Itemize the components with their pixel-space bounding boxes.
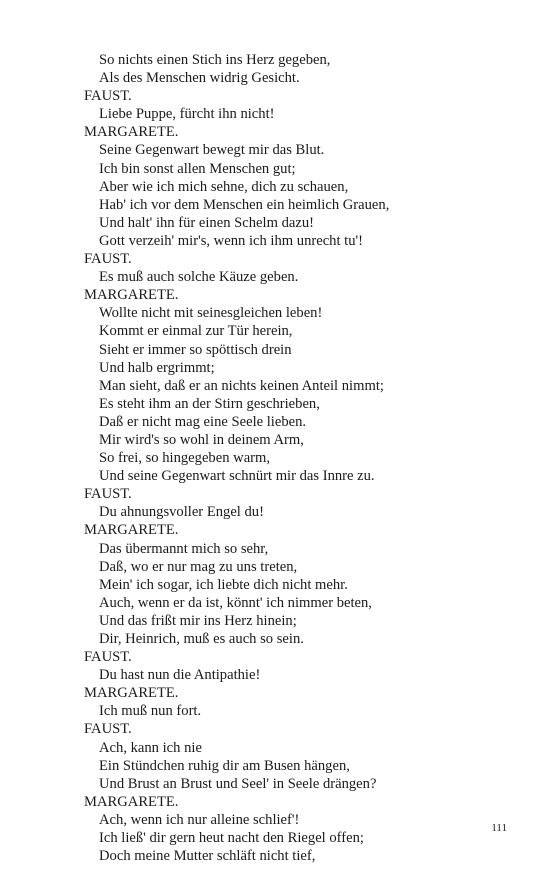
verse-line: Aber wie ich mich sehne, dich zu schauen, [99, 178, 349, 195]
verse-line: Ich ließ' dir gern heut nacht den Riegel offen; [99, 830, 364, 847]
verse-line: Und seine Gegenwart schnürt mir das Innre zu. [99, 468, 375, 485]
page-number: 111 [491, 822, 507, 834]
verse-line: Und Brust an Brust und Seel' in Seele drängen? [99, 775, 377, 792]
play-text [84, 51, 524, 865]
verse-line: Und das frißt mir ins Herz hinein; [99, 612, 297, 629]
speaker-name: FAUST. [84, 251, 132, 268]
verse-line: Das übermannt mich so sehr, [99, 540, 269, 557]
verse-line: Mein' ich sogar, ich liebte dich nicht mehr. [99, 576, 348, 593]
speaker-name: MARGARETE. [84, 287, 179, 304]
verse-line: Seine Gegenwart bewegt mir das Blut. [99, 142, 325, 159]
verse-line: Liebe Puppe, fürcht ihn nicht! [99, 106, 275, 123]
speaker-name: MARGARETE. [84, 124, 179, 141]
verse-line: Du ahnungsvoller Engel du! [99, 504, 264, 521]
verse-line: Sieht er immer so spöttisch drein [99, 341, 292, 358]
speaker-name: MARGARETE. [84, 793, 179, 810]
verse-line: Gott verzeih' mir's, wenn ich ihm unrecht tu'! [99, 232, 364, 249]
verse-line: Ein Stündchen ruhig dir am Busen hängen, [99, 757, 350, 774]
verse-line: Ich muß nun fort. [99, 703, 202, 720]
verse-line: Ach, kann ich nie [99, 739, 202, 756]
verse-line: Man sieht, daß er an nichts keinen Anteil nimmt; [99, 377, 384, 394]
verse-line: Doch meine Mutter schläft nicht tief, [99, 848, 316, 865]
speaker-name: FAUST. [84, 486, 132, 503]
verse-line: Es steht ihm an der Stirn geschrieben, [99, 395, 320, 412]
verse-line: Und halt' ihn für einen Schelm dazu! [99, 214, 314, 231]
verse-line: Als des Menschen widrig Gesicht. [99, 70, 300, 87]
verse-line: Auch, wenn er da ist, könnt' ich nimmer beten, [99, 594, 372, 611]
speaker-name: FAUST. [84, 88, 132, 105]
verse-line: So frei, so hingegeben warm, [99, 450, 271, 467]
verse-line: Ach, wenn ich nur alleine schlief'! [99, 811, 300, 828]
verse-line: Daß er nicht mag eine Seele lieben. [99, 413, 307, 430]
speaker-name: MARGARETE. [84, 685, 179, 702]
verse-line: Kommt er einmal zur Tür herein, [99, 323, 293, 340]
verse-line: Mir wird's so wohl in deinem Arm, [99, 431, 304, 448]
verse-line: Wollte nicht mit seinesgleichen leben! [99, 305, 323, 322]
verse-line: Und halb ergrimmt; [99, 359, 215, 376]
speaker-name: FAUST. [84, 721, 132, 738]
verse-line: So nichts einen Stich ins Herz gegeben, [99, 52, 331, 68]
verse-line: Daß, wo er nur mag zu uns treten, [99, 558, 298, 575]
verse-line: Du hast nun die Antipathie! [99, 667, 261, 684]
speaker-name: MARGARETE. [84, 522, 179, 539]
verse-line: Dir, Heinrich, muß es auch so sein. [99, 631, 304, 647]
verse-line: Hab' ich vor dem Menschen ein heimlich Grauen, [99, 196, 390, 213]
verse-line: Ich bin sonst allen Menschen gut; [99, 160, 296, 177]
speaker-name: FAUST. [84, 649, 132, 666]
verse-line: Es muß auch solche Käuze geben. [99, 269, 299, 286]
